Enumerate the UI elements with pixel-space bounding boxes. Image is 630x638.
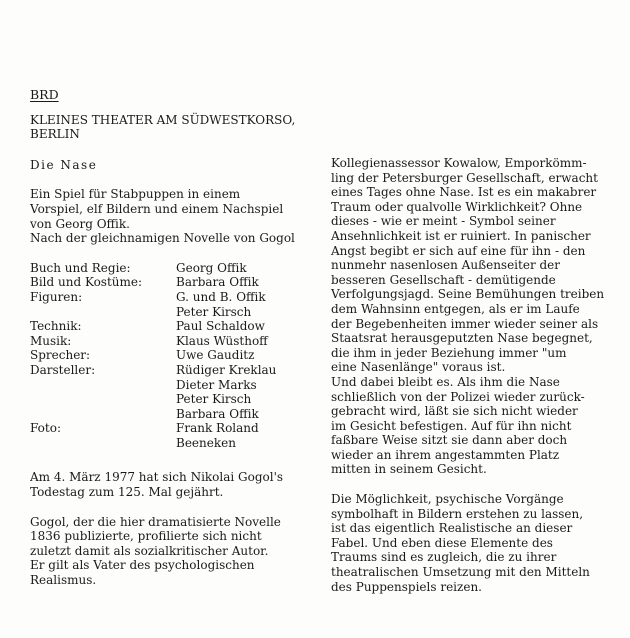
play-subtitle xyxy=(30,187,322,245)
paragraph-line: Kollegienassessor Kowalow, Emporkömm- xyxy=(331,156,587,170)
credits-table xyxy=(30,261,276,451)
credit-role: Musik: xyxy=(30,333,72,348)
gogol-paragraph xyxy=(30,515,322,588)
credit-row xyxy=(30,348,276,363)
credit-role-empty xyxy=(30,436,176,451)
synopsis-paragraph xyxy=(331,156,621,477)
subtitle-line: Ein Spiel für Stabpuppen in einem xyxy=(30,187,241,202)
paragraph-line: Die Möglichkeit, psychische Vorgänge xyxy=(331,492,564,507)
right-column xyxy=(331,156,621,594)
paragraph-line: des Puppenspiels reizen. xyxy=(331,579,482,594)
paragraph-line: Und dabei bleibt es. Als ihm die Nase xyxy=(331,374,560,389)
credit-name: Klaus Wüsthoff xyxy=(176,333,268,348)
credit-role: Foto: xyxy=(30,421,61,436)
paragraph-line: Er gilt als Vater des psychologischen xyxy=(30,558,255,573)
credit-row xyxy=(30,275,276,290)
paragraph-line: ist das eigentlich Realistische an dieser xyxy=(331,521,573,536)
country-heading: BRD xyxy=(30,87,59,102)
left-column xyxy=(30,88,322,588)
paragraph-line: Fabel. Und eben diese Elemente des xyxy=(331,535,553,550)
credit-name: G. und B. Offik xyxy=(176,289,266,304)
paragraph-line: wieder an ihrem angestammten Platz xyxy=(331,447,560,462)
credit-role: Sprecher: xyxy=(30,348,91,363)
paragraph-line: die ihm in jeder Beziehung immer "um xyxy=(331,345,567,360)
credit-row xyxy=(30,261,276,276)
credit-name: Beeneken xyxy=(176,435,236,450)
paragraph-line: ling der Petersburger Gesellschaft, erwacht xyxy=(331,170,598,185)
paragraph-line: der Begebenheiten immer wieder seiner als xyxy=(331,316,599,331)
paragraph-line: eines Tages ohne Nase. Ist es ein makabrer xyxy=(331,185,597,200)
subtitle-line: von Georg Offik. xyxy=(30,216,130,231)
paragraph-line: Am 4. März 1977 hat sich Nikolai Gogol's xyxy=(30,470,284,485)
paragraph-line: im Gesicht befestigen. Auf für ihn nicht xyxy=(331,418,572,433)
credit-row xyxy=(30,319,276,334)
play-title: Die Nase xyxy=(30,157,98,172)
credit-name: Dieter Marks xyxy=(176,377,257,392)
credit-row xyxy=(30,421,276,436)
paragraph-line: dem Wahnsinn entgegen, als er im Laufe xyxy=(331,301,580,316)
credit-row xyxy=(30,436,276,451)
paragraph-line: Angst begibt er sich auf eine für ihn - den xyxy=(331,243,586,258)
credit-role: Darsteller: xyxy=(30,362,96,377)
anniversary-paragraph xyxy=(30,470,322,499)
credit-name: Paul Schaldow xyxy=(176,319,265,334)
paragraph-line: Realismus. xyxy=(30,573,97,588)
credit-row xyxy=(30,392,276,407)
paragraph-line: faßbare Weise sitzt sie dann aber doch xyxy=(331,433,568,448)
credit-role: Technik: xyxy=(30,319,82,334)
credit-role-empty xyxy=(30,392,176,407)
subtitle-line: Vorspiel, elf Bildern und einem Nachspiel xyxy=(30,201,284,216)
paragraph-line: Todestag zum 125. Mal gejährt. xyxy=(30,485,224,500)
credit-name: Uwe Gauditz xyxy=(176,348,255,363)
theater-name xyxy=(30,113,322,142)
paragraph-line: eine Nasenlänge" voraus ist. xyxy=(331,360,506,375)
paragraph-line: schließlich von der Polizei wieder zurück- xyxy=(331,389,585,404)
paragraph-line: Verfolgungsjagd. Seine Bemühungen treiben xyxy=(331,287,605,302)
interpretation-paragraph xyxy=(331,492,621,594)
paragraph-line: Gogol, der die hier dramatisierte Novelle xyxy=(30,514,281,529)
credit-role: Figuren: xyxy=(30,289,83,304)
credit-name: Barbara Offik xyxy=(176,275,259,290)
paragraph-line: theatralischen Umsetzung mit den Mitteln xyxy=(331,565,590,580)
paragraph-line: symbolhaft in Bildern erstehen zu lassen, xyxy=(331,506,584,521)
credit-name: Barbara Offik xyxy=(176,406,259,421)
credit-role-empty xyxy=(30,305,176,320)
paragraph-line: zuletzt damit als sozialkritischer Autor. xyxy=(30,543,269,558)
paragraph-line: dieses - wie er meint - Symbol seiner xyxy=(331,214,556,229)
theater-line: BERLIN xyxy=(30,127,80,142)
credit-row xyxy=(30,290,276,305)
paragraph-line: Staatsrat herausgeputzten Nase begegnet, xyxy=(331,331,593,346)
credit-role: Buch und Regie: xyxy=(30,260,131,275)
credit-row xyxy=(30,378,276,393)
theater-line: KLEINES THEATER AM SÜDWESTKORSO, xyxy=(30,112,296,127)
paragraph-line: nunmehr nasenlosen Außenseiter der xyxy=(331,258,561,273)
credit-name: Peter Kirsch xyxy=(176,304,252,319)
credit-role: Bild und Kostüme: xyxy=(30,275,143,290)
credit-row xyxy=(30,407,276,422)
credit-name: Peter Kirsch xyxy=(176,392,252,407)
credit-row xyxy=(30,305,276,320)
credit-role-empty xyxy=(30,378,176,393)
credit-row xyxy=(30,363,276,378)
credit-name: Georg Offik xyxy=(176,260,247,275)
paragraph-line: Traum oder qualvolle Wirklichkeit? Ohne xyxy=(331,199,583,214)
paragraph-line: Ansehnlichkeit ist er ruiniert. In panischer xyxy=(331,228,591,243)
paragraph-line: besseren Gesellschaft - demütigende xyxy=(331,272,556,287)
paragraph-line: 1836 publizierte, profilierte sich nicht xyxy=(30,529,262,544)
credit-role-empty xyxy=(30,407,176,422)
paragraph-line: gebracht wird, läßt sie sich nicht wieder xyxy=(331,404,578,419)
paragraph-line: Traums sind es zugleich, die zu ihrer xyxy=(331,550,557,565)
credit-name: Rüdiger Kreklau xyxy=(176,362,277,377)
paragraph-line: mitten in seinem Gesicht. xyxy=(331,462,487,477)
subtitle-line: Nach der gleichnamigen Novelle von Gogol xyxy=(30,231,295,246)
credit-name: Frank Roland xyxy=(176,421,259,436)
credit-row xyxy=(30,334,276,349)
